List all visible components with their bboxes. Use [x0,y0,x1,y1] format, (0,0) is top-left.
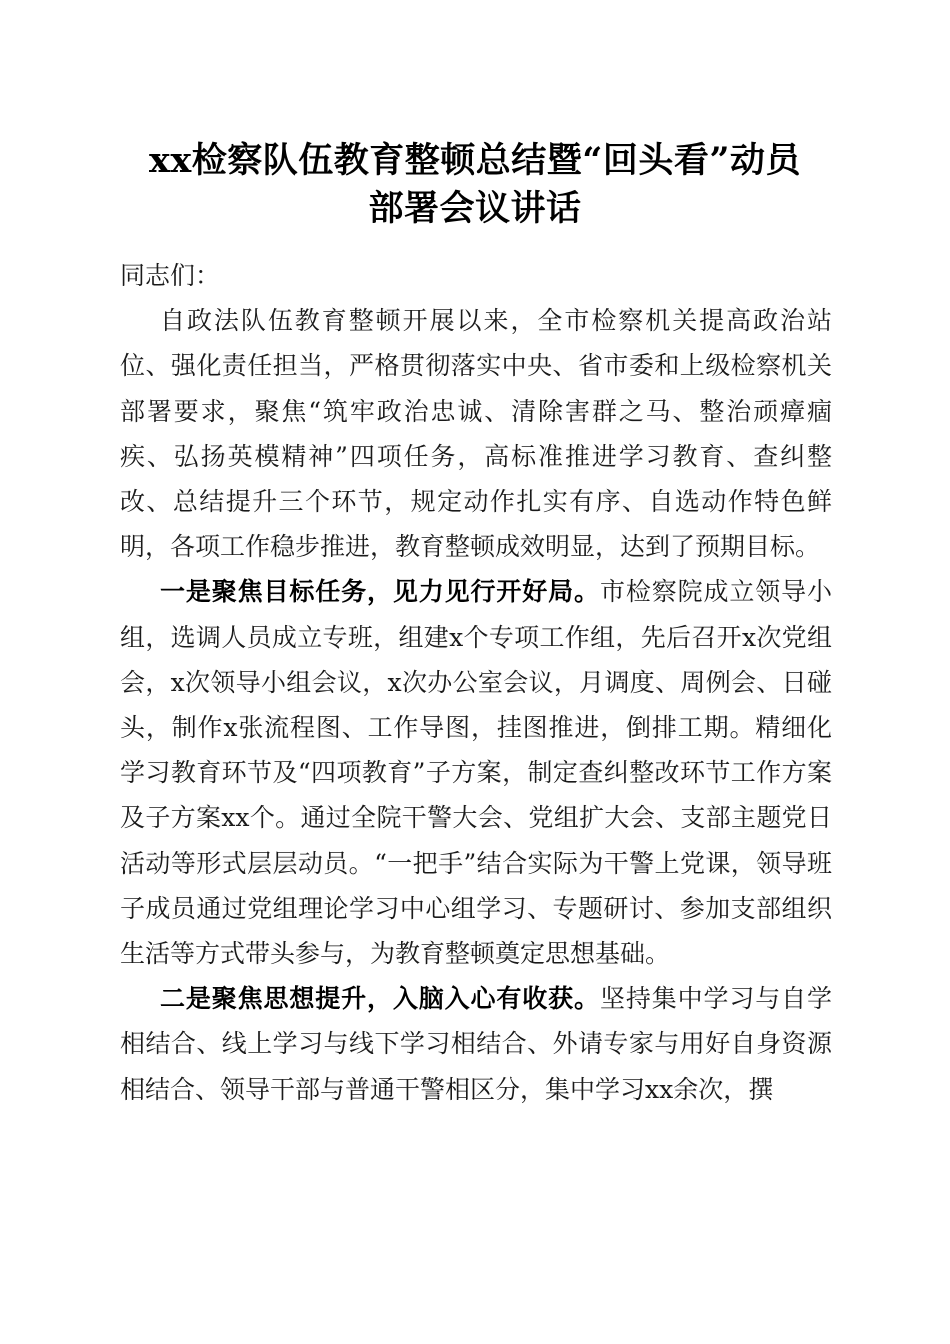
paragraph-point-1 [120,569,832,976]
document-title-line-1: xx检察队伍教育整顿总结暨“回头看”动员 [149,140,801,181]
paragraph-text: 坚持集中学习与自学相结合、线上学习与线下学习相结合、外请专家与用好自身资源相结合、领导干部与普通干警相区分，集中学习xx余次，撰 [120,984,832,1104]
salutation: 同志们： [120,261,221,290]
document-body [120,251,832,1112]
document-title-line-2: 部署会议讲话 [368,188,582,229]
paragraph-text: 自政法队伍教育整顿开展以来，全市检察机关提高政治站位、强化责任担当，严格贯彻落实中央、省市委和上级检察机关部署要求，聚焦“筑牢政治忠诚、清除害群之马、整治顽瘴痼疾、弘扬英模精神”四项任务，高标准推进学习教育、查纠整改、总结提升三个环节，规定动作扎实有序、自选动作特色鲜明，各项工作稳步推进，教育整顿成效明显，达到了预期目标。 [120,306,832,562]
paragraph-lead: 一是聚焦目标任务，见力见行开好局。 [160,577,600,607]
paragraph-point-2 [120,976,832,1112]
paragraph-lead: 二是聚焦思想提升，入脑入心有收获。 [160,984,600,1014]
paragraph-text: 市检察院成立领导小组，选调人员成立专班，组建x个专项工作组，先后召开x次党组会，x次领导小组会议，x次办公室会议，月调度、周例会、日碰头，制作x张流程图、工作导图，挂图推进，倒排工期。精细化学习教育环节及“四项教育”子方案，制定查纠整改环节工作方案及子方案xx个。通过全院干警大会、党组扩大会、支部主题党日活动等形式层层动员。“一把手”结合实际为干警上党课，领导班子成员通过党组理论学习中心组学习、专题研讨、参加支部组织生活等方式带头参与，为教育整顿奠定思想基础。 [120,577,832,969]
paragraph-intro [120,298,832,569]
